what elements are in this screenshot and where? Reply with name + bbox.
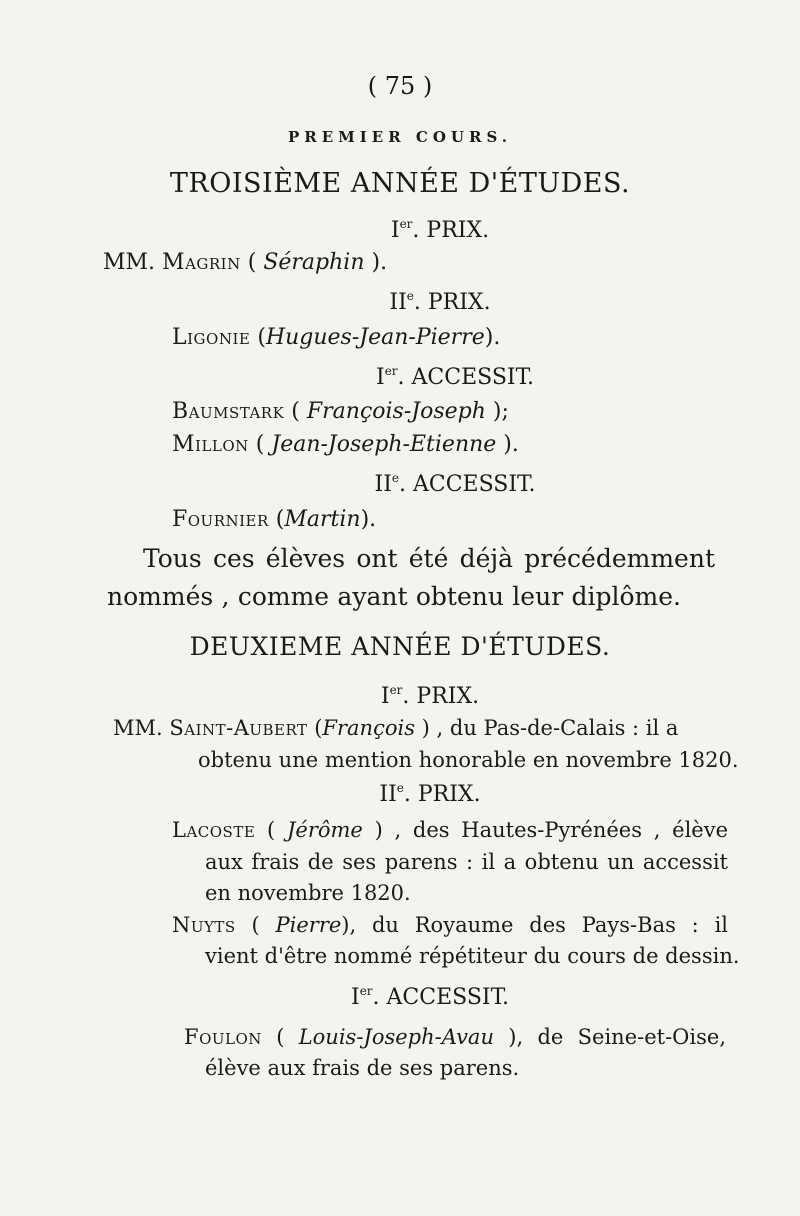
laureate-line: Baumstark ( François-Joseph ); <box>172 399 509 424</box>
laureate-detail-line: vient d'être nommé répétiteur du cours de dessin. <box>205 944 740 968</box>
prize-heading-2: IIe. PRIX. <box>379 781 481 807</box>
laureate-detail-line: aux frais de ses parens : il a obtenu un accessit <box>205 850 728 874</box>
laureate-line: Foulon ( Louis-Joseph-Avau ), de Seine-et-Oise, <box>184 1025 726 1049</box>
accessit-heading-1: Ier. ACCESSIT. <box>350 984 510 1010</box>
laureate-line: Ligonie (Hugues-Jean-Pierre). <box>172 325 501 350</box>
laureate-detail-line: en novembre 1820. <box>205 881 411 905</box>
laureate-line: Nuyts ( Pierre), du Royaume des Pays-Bas : il <box>172 913 729 937</box>
section-heading-year2: DEUXIEME ANNÉE D'ÉTUDES. <box>189 632 611 661</box>
accessit-heading-1: Ier. ACCESSIT. <box>375 364 535 390</box>
course-title: PREMIER COURS. <box>288 128 512 146</box>
note-paragraph-line: nommés , comme ayant obtenu leur diplôme. <box>107 582 681 611</box>
note-paragraph-line: Tous ces élèves ont été déjà précédemment <box>143 544 715 573</box>
section-heading-year3: TROISIÈME ANNÉE D'ÉTUDES. <box>169 168 631 199</box>
laureate-line: Lacoste ( Jérôme ) , des Hautes-Pyrénées , élève <box>172 818 729 842</box>
page-number: ( 75 ) <box>367 72 433 100</box>
prize-heading-1: Ier. PRIX. <box>390 217 490 243</box>
laureate-line: MM. Saint-Aubert (François ) , du Pas-de-Calais : il a <box>113 716 679 740</box>
laureate-line: MM. Magrin ( Séraphin ). <box>103 250 388 275</box>
laureate-detail-line: obtenu une mention honorable en novembre 1820. <box>198 748 739 772</box>
laureate-detail-line: élève aux frais de ses parens. <box>205 1056 520 1080</box>
laureate-line: Millon ( Jean-Joseph-Etienne ). <box>172 432 519 457</box>
accessit-heading-2: IIe. ACCESSIT. <box>374 471 536 497</box>
prize-heading-2: IIe. PRIX. <box>389 289 491 315</box>
prize-heading-1: Ier. PRIX. <box>380 683 480 709</box>
laureate-line: Fournier (Martin). <box>172 507 377 532</box>
